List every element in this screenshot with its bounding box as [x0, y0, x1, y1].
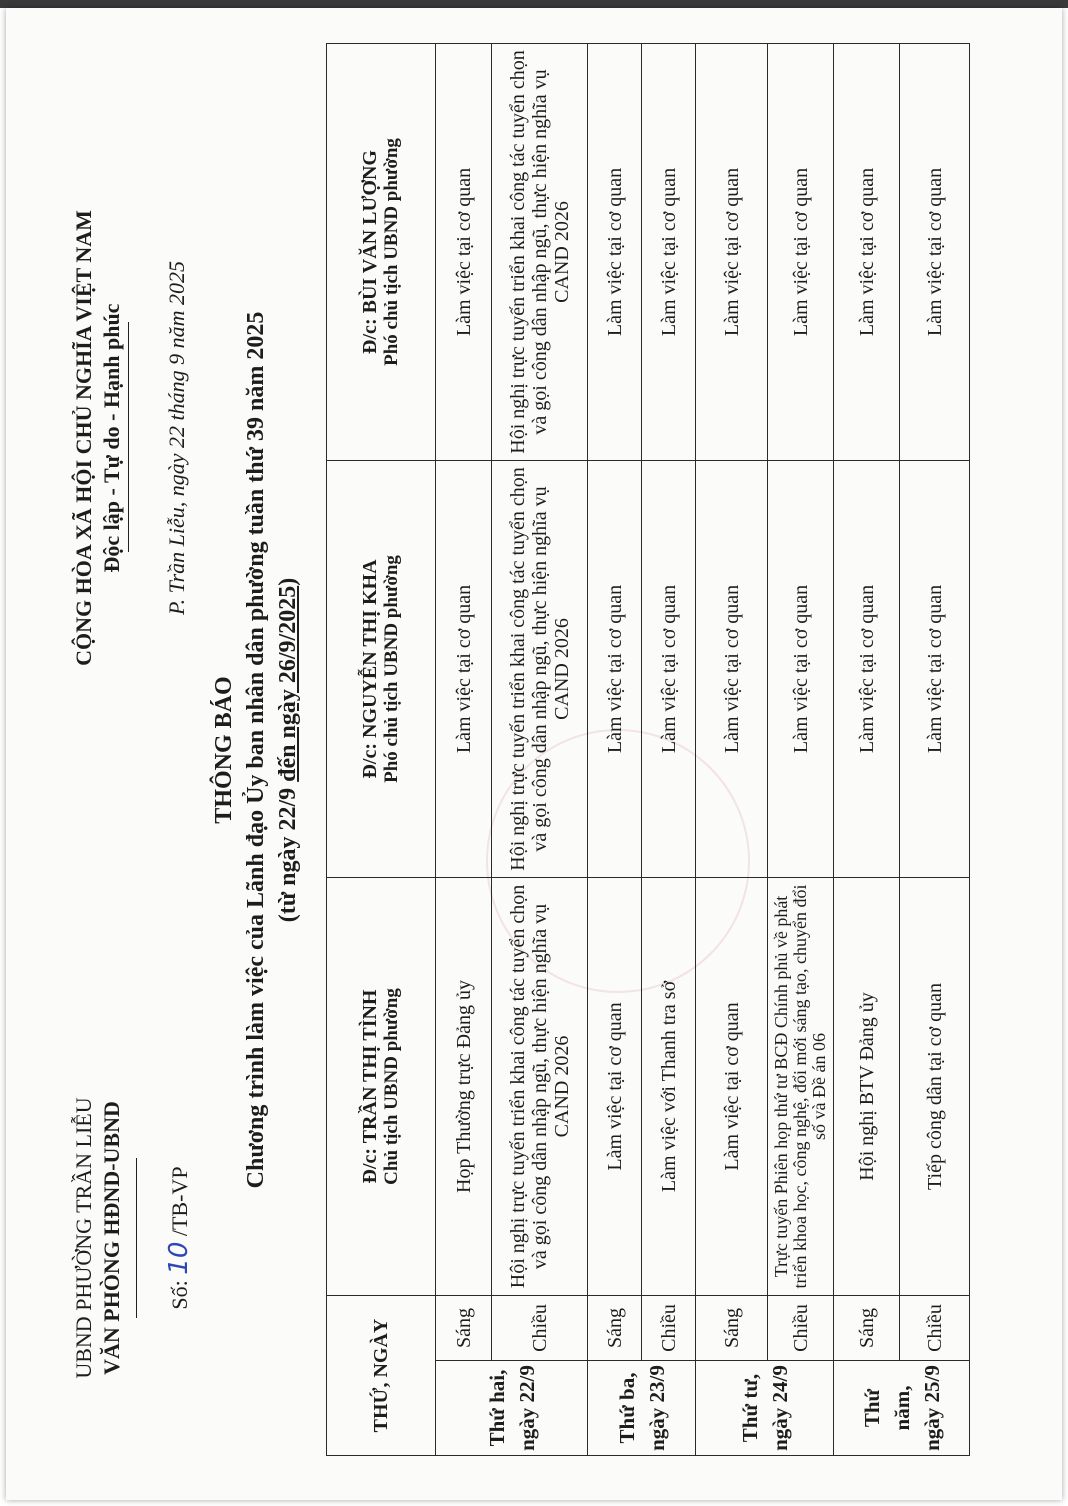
motto-underline — [128, 322, 129, 552]
table-header-row — [327, 43, 436, 1455]
nation-name: CỘNG HÒA XÃ HỘI CHỦ NGHĨA VIỆT NAM — [71, 210, 96, 666]
scanned-document — [6, 8, 1062, 1500]
schedule-cell: Làm việc tại cơ quan — [900, 43, 970, 460]
session-cell: Chiều — [900, 1295, 970, 1360]
schedule-cell: Làm việc tại cơ quan — [588, 43, 642, 460]
schedule-table-wrapper — [326, 43, 970, 1456]
header-leader-2: Đ/c: NGUYỄN THỊ KHA Phó chủ tịch UBND phường — [327, 460, 436, 877]
motto: Độc lập - Tự do - Hạnh phúc — [99, 303, 124, 573]
table-row — [768, 43, 834, 1455]
session-cell: Chiều — [768, 1295, 834, 1360]
session-cell: Sáng — [834, 1295, 900, 1360]
table-row — [588, 43, 642, 1455]
place-date: P. Trần Liễu, ngày 22 tháng 9 năm 2025 — [164, 260, 189, 616]
schedule-cell: Làm việc tại cơ quan — [588, 877, 642, 1295]
notice-subject: Chương trình làm việc của Lãnh đạo Ủy ban nhân dân phường tuần thứ 39 năm 2025 — [243, 311, 269, 1189]
day-cell: Thứ hai, ngày 22/9 — [436, 1361, 588, 1456]
issuing-agency — [70, 1028, 126, 1448]
day-cell: Thứ ba, ngày 23/9 — [588, 1361, 696, 1456]
schedule-cell: Họp Thường trực Đảng ủy — [436, 877, 492, 1295]
schedule-cell: Làm việc tại cơ quan — [768, 43, 834, 460]
session-cell: Sáng — [588, 1295, 642, 1360]
session-cell: Chiều — [642, 1295, 696, 1360]
table-row — [900, 43, 970, 1455]
agency-underline — [136, 1158, 137, 1318]
schedule-cell: Làm việc tại cơ quan — [696, 460, 768, 877]
schedule-cell: Hội nghị trực tuyến triển khai công tác tuyển chọn và gọi công dân nhập ngũ, thực hiện nghĩa vụ CAND 2026 — [492, 43, 588, 460]
notice-title-block — [208, 72, 304, 1428]
header-day: THỨ, NGÀY — [327, 1295, 436, 1455]
doc-number-handwritten: 10 — [164, 1241, 194, 1275]
schedule-cell: Hội nghị trực tuyến triển khai công tác tuyển chọn và gọi công dân nhập ngũ, thực hiện nghĩa vụ CAND 2026 — [492, 877, 588, 1295]
notice-heading: THÔNG BÁO — [211, 676, 237, 824]
session-cell: Sáng — [696, 1295, 768, 1360]
document-number — [164, 1028, 194, 1448]
schedule-table — [326, 43, 970, 1456]
header-leader-3: Đ/c: BÙI VĂN LƯỢNG Phó chủ tịch UBND phường — [327, 43, 436, 460]
schedule-cell: Làm việc tại cơ quan — [834, 43, 900, 460]
table-row — [642, 43, 696, 1455]
table-row — [696, 43, 768, 1455]
schedule-cell: Làm việc tại cơ quan — [436, 43, 492, 460]
schedule-cell: Làm việc tại cơ quan — [436, 460, 492, 877]
day-cell: Thứ tư, ngày 24/9 — [696, 1361, 834, 1456]
table-row — [834, 43, 900, 1455]
date-range-underlined: đến ngày 26/9/2025 — [275, 585, 301, 782]
schedule-cell: Trực tuyến Phiên họp thứ tư BCĐ Chính phủ về phát triển khoa học, công nghệ, đổi mới sáng tạo, chuyển đổi số và Đề án 06 — [768, 877, 834, 1295]
schedule-cell: Làm việc tại cơ quan — [768, 460, 834, 877]
day-cell: Thứ năm, ngày 25/9 — [834, 1361, 970, 1456]
session-cell: Sáng — [436, 1295, 492, 1360]
doc-number-prefix: Số: — [167, 1280, 192, 1310]
session-cell: Chiều — [492, 1295, 588, 1360]
agency-line-1: UBND PHƯỜNG TRẦN LIỄU — [71, 1097, 96, 1379]
header-leader-1: Đ/c: TRẦN THỊ TÌNH Chủ tịch UBND phường — [327, 877, 436, 1295]
national-header — [70, 88, 126, 788]
schedule-cell: Làm việc tại cơ quan — [588, 460, 642, 877]
document-page — [36, 12, 1056, 1488]
schedule-cell: Hội nghị BTV Đảng ủy — [834, 877, 900, 1295]
schedule-cell: Làm việc tại cơ quan — [834, 460, 900, 877]
table-row — [436, 43, 492, 1455]
schedule-cell: Làm việc tại cơ quan — [642, 460, 696, 877]
schedule-cell: Hội nghị trực tuyến triển khai công tác tuyển chọn và gọi công dân nhập ngũ, thực hiện nghĩa vụ CAND 2026 — [492, 460, 588, 877]
agency-line-2: VĂN PHÒNG HĐND-UBND — [99, 1101, 124, 1375]
notice-date-range: (từ ngày 22/9 đến ngày 26/9/2025) — [275, 577, 301, 923]
window-top-bar — [0, 0, 1068, 8]
schedule-cell: Làm việc tại cơ quan — [696, 877, 768, 1295]
schedule-cell: Tiếp công dân tại cơ quan — [900, 877, 970, 1295]
schedule-cell: Làm việc với Thanh tra sở — [642, 877, 696, 1295]
schedule-cell: Làm việc tại cơ quan — [642, 43, 696, 460]
schedule-cell: Làm việc tại cơ quan — [696, 43, 768, 460]
doc-number-suffix: /TB-VP — [167, 1166, 192, 1237]
schedule-cell: Làm việc tại cơ quan — [900, 460, 970, 877]
table-row — [492, 43, 588, 1455]
